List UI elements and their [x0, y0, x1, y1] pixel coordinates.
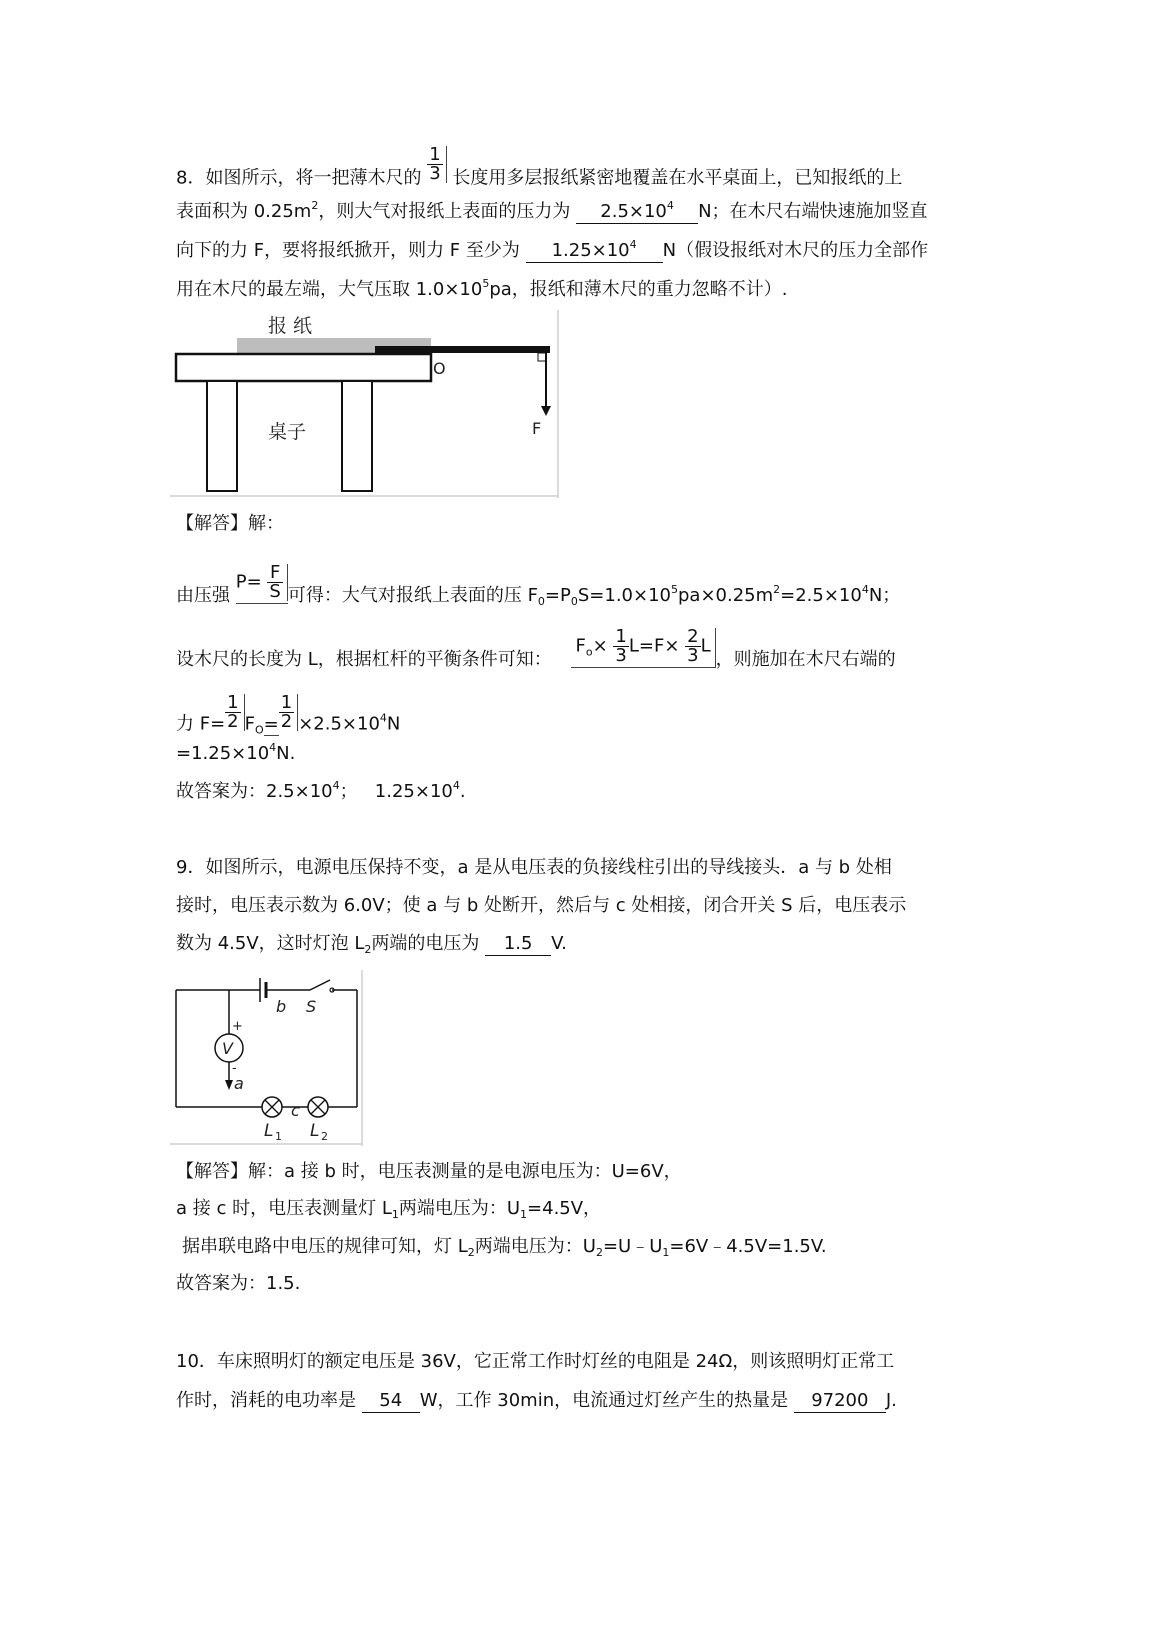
label-a: a [234, 1074, 244, 1093]
q10-answer-1: 54 [362, 1390, 420, 1413]
lever-balance-formula: $F_o\times$ $\frac{1}{3}$ L=F× $\frac{2}{3}$ L [571, 628, 715, 668]
force-label: F [532, 419, 542, 438]
q8-solution-line-4: $=1.25\times 10^4N$. [176, 741, 296, 764]
q8-text: 长度用多层报纸紧密地覆盖在水平桌面上，已知报纸的上 [452, 167, 903, 189]
label-l1: L [264, 1121, 274, 1141]
q9-solution-line-3: 据串联电路中电压的规律可知，灯 $L_2$两端电压为：$U_2=U﹣U_1=6V﹣4.5V=1.5V$. [182, 1236, 827, 1259]
pivot-label: O [433, 359, 446, 378]
q9-solution-line-2: a 接 c 时，电压表测量灯 $L_1$两端电压为：$U_1=4.5V$， [176, 1198, 602, 1221]
q8-line-1 [176, 144, 903, 197]
fraction-half: $\frac{1}{2}$ [225, 694, 244, 731]
q9-answer-summary: 故答案为：1.5. [176, 1273, 301, 1294]
label-s: S [306, 997, 317, 1016]
label-l2-sub: 2 [321, 1130, 328, 1143]
desk-label: 桌子 [268, 421, 307, 443]
q9-answer: 1.5 [485, 933, 551, 956]
q8-figure [170, 310, 565, 500]
q8-line-4: 用在木尺的最左端，大气压取 $1.0\times 10^5pa$，报纸和薄木尺的重力忽略不计）. [176, 277, 788, 300]
q8-answer-2: $1.25\times 10^4$ [526, 240, 663, 263]
q8-line-3: 向下的力 F，要将报纸掀开，则力 F 至少为 $1.25\times 10^4$ N（假设报纸对木尺的压力全部作 [176, 238, 929, 261]
switch-blade [310, 980, 330, 990]
q10-answer-2: 97200 [794, 1390, 886, 1413]
force-arrow-head [541, 406, 551, 416]
q8-line-2: 表面积为 $0.25m^2$，则大气对报纸上表面的压力为 $2.5\times 10^4$ N；在木尺右端快速施加竖直 [176, 199, 928, 222]
fraction-half: $\frac{1}{2}$ [279, 694, 298, 731]
q10-line-2: 作时，消耗的电功率是 54 W，工作 30min，电流通过灯丝产生的热量是 97200 J. [176, 1390, 897, 1411]
plus-label: + [232, 1019, 243, 1034]
wooden-ruler [375, 346, 550, 353]
right-angle-mark [538, 353, 546, 361]
q9-solution-line-1: 【解答】解：a 接 b 时，电压表测量的是电源电压为：U=6V， [176, 1161, 682, 1182]
q9-circuit-figure [170, 970, 370, 1148]
q8-solution-line-1: 由压强 P= $\frac{F}{S}$ 可得：大气对报纸上表面的压 $F_0=P_0S=1.0\times 10^5pa\times 0.25m^2=2.5\times 10^4N$； [176, 562, 901, 608]
q9-line-1: 9．如图所示，电源电压保持不变，a 是从电压表的负接线柱引出的导线接头．a 与 b 处相 [176, 857, 892, 878]
q8-solution-line-2: 设木尺的长度为 L，根据杠杆的平衡条件可知： $F_o\times$ $\frac{1}{3}$ L=F× $\frac{2}{3}$ L，则施加在木尺右端的 [176, 626, 896, 670]
voltmeter-label: V [222, 1039, 233, 1058]
q8-solution-heading: 【解答】解： [176, 513, 284, 534]
q9-line-3: 数为 4.5V，这时灯泡 $L_2$两端的电压为 1.5 V. [176, 933, 567, 956]
q8-answer-1: $2.5\times 10^4$ [576, 201, 698, 224]
q9-line-2: 接时，电压表示数为 6.0V；使 a 与 b 处断开，然后与 c 处相接，闭合开关 S 后，电压表示 [176, 895, 907, 916]
minus-label: - [232, 1061, 237, 1076]
q8-solution-line-3: 力 F= $\frac{1}{2}$ $F_O=$ $\frac{1}{2}$ $\times 2.5\times 10^4N$ [176, 692, 401, 737]
wire-a-arrow [225, 1080, 233, 1090]
q8-answer-summary: 故答案为：$2.5\times 10^4$； $1.25\times 10^4$. [176, 779, 466, 802]
label-c: c [291, 1101, 300, 1120]
q8-text: 8．如图所示，将一把薄木尺的 [176, 167, 422, 189]
table-leg-right [342, 381, 372, 491]
q8-fraction: $\frac{1}{3}$ [427, 146, 446, 183]
tabletop [176, 354, 431, 381]
label-l2: L [310, 1121, 320, 1141]
label-l1-sub: 1 [275, 1130, 282, 1143]
q10-line-1: 10．车床照明灯的额定电压是 36V，它正常工作时灯丝的电阻是 24Ω，则该照明灯正常工 [176, 1351, 895, 1372]
label-b: b [276, 997, 287, 1016]
table-leg-left [207, 381, 237, 491]
pressure-formula: P= $\frac{F}{S}$ [236, 564, 288, 604]
newspaper-label: 报 纸 [268, 315, 313, 337]
